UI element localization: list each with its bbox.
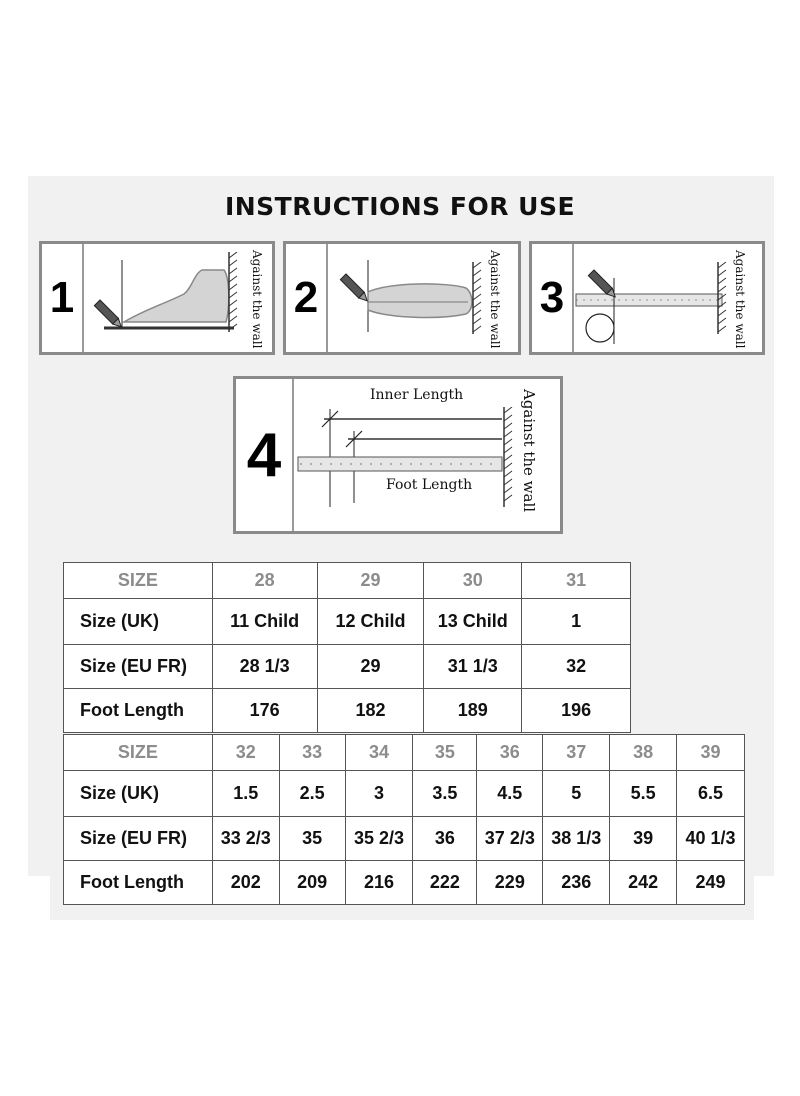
length-diagram: [296, 399, 506, 527]
table-cell: 3.5: [413, 771, 477, 817]
size-header-cell: 39: [677, 735, 745, 771]
table-cell: 39: [610, 817, 677, 861]
size-header-cell: 32: [212, 735, 279, 771]
table-row: [64, 645, 631, 689]
table-cell: 28 1/3: [212, 645, 317, 689]
wall-label: Against the wall: [520, 389, 538, 513]
table-cell: 5: [543, 771, 610, 817]
size-header-cell: 31: [522, 563, 631, 599]
table-cell: 12 Child: [317, 599, 424, 645]
wall-hatch: [716, 262, 728, 334]
wall-hatch: [502, 407, 514, 507]
table-cell: 182: [317, 689, 424, 733]
table-cell: 31 1/3: [424, 645, 522, 689]
size-header-cell: 33: [279, 735, 345, 771]
table-cell: 209: [279, 861, 345, 905]
foot-top-illustration: [328, 248, 478, 350]
table-cell: 1.5: [212, 771, 279, 817]
table-row: [64, 861, 745, 905]
size-header-cell: 37: [543, 735, 610, 771]
row-label: Size (UK): [64, 771, 213, 817]
table-header-row: [64, 563, 631, 599]
step-number: 3: [532, 244, 574, 352]
table-cell: 236: [543, 861, 610, 905]
size-header-cell: 29: [317, 563, 424, 599]
size-header-label: SIZE: [64, 563, 213, 599]
size-header-cell: 38: [610, 735, 677, 771]
table-cell: 35 2/3: [345, 817, 413, 861]
table-cell: 29: [317, 645, 424, 689]
row-label: Foot Length: [64, 861, 213, 905]
table-cell: 33 2/3: [212, 817, 279, 861]
step-1-card: [39, 241, 275, 355]
step-2-card: [283, 241, 521, 355]
step-number: 1: [42, 244, 84, 352]
table-cell: 176: [212, 689, 317, 733]
table-cell: 189: [424, 689, 522, 733]
table-cell: 32: [522, 645, 631, 689]
size-header-cell: 28: [212, 563, 317, 599]
table-row: [64, 817, 745, 861]
table-cell: 38 1/3: [543, 817, 610, 861]
step-number: 4: [236, 379, 294, 531]
step-4-card: [233, 376, 563, 534]
table-row: [64, 689, 631, 733]
row-label: Size (EU FR): [64, 817, 213, 861]
row-label: Size (EU FR): [64, 645, 213, 689]
size-header-cell: 35: [413, 735, 477, 771]
table-cell: 196: [522, 689, 631, 733]
wall-hatch: [227, 252, 239, 332]
table-cell: 37 2/3: [477, 817, 543, 861]
table-cell: 1: [522, 599, 631, 645]
table-cell: 222: [413, 861, 477, 905]
step-number: 2: [286, 244, 328, 352]
table-cell: 36: [413, 817, 477, 861]
wall-label: Against the wall: [733, 250, 747, 349]
table-cell: 5.5: [610, 771, 677, 817]
size-header-cell: 34: [345, 735, 413, 771]
table-row: [64, 771, 745, 817]
table-cell: 229: [477, 861, 543, 905]
wall-label: Against the wall: [488, 250, 502, 349]
table-cell: 11 Child: [212, 599, 317, 645]
ruler-illustration: [574, 248, 724, 350]
table-row: [64, 599, 631, 645]
table-header-row: [64, 735, 745, 771]
table-cell: 216: [345, 861, 413, 905]
size-header-cell: 30: [424, 563, 522, 599]
table-cell: 202: [212, 861, 279, 905]
table-cell: 13 Child: [424, 599, 522, 645]
table-cell: 2.5: [279, 771, 345, 817]
table-cell: 6.5: [677, 771, 745, 817]
inner-length-label: Inner Length: [370, 387, 464, 403]
wall-hatch: [471, 262, 483, 334]
table-cell: 40 1/3: [677, 817, 745, 861]
size-header-cell: 36: [477, 735, 543, 771]
foot-side-illustration: [84, 248, 244, 350]
row-label: Size (UK): [64, 599, 213, 645]
foot-length-label: Foot Length: [386, 477, 473, 493]
table-cell: 35: [279, 817, 345, 861]
table-cell: 4.5: [477, 771, 543, 817]
table-cell: 3: [345, 771, 413, 817]
page-title: INSTRUCTIONS FOR USE: [224, 192, 576, 221]
size-table-2: [63, 734, 745, 905]
wall-label: Against the wall: [250, 250, 264, 349]
step-3-card: [529, 241, 765, 355]
size-table-1: [63, 562, 631, 733]
table-cell: 249: [677, 861, 745, 905]
row-label: Foot Length: [64, 689, 213, 733]
size-header-label: SIZE: [64, 735, 213, 771]
table-cell: 242: [610, 861, 677, 905]
